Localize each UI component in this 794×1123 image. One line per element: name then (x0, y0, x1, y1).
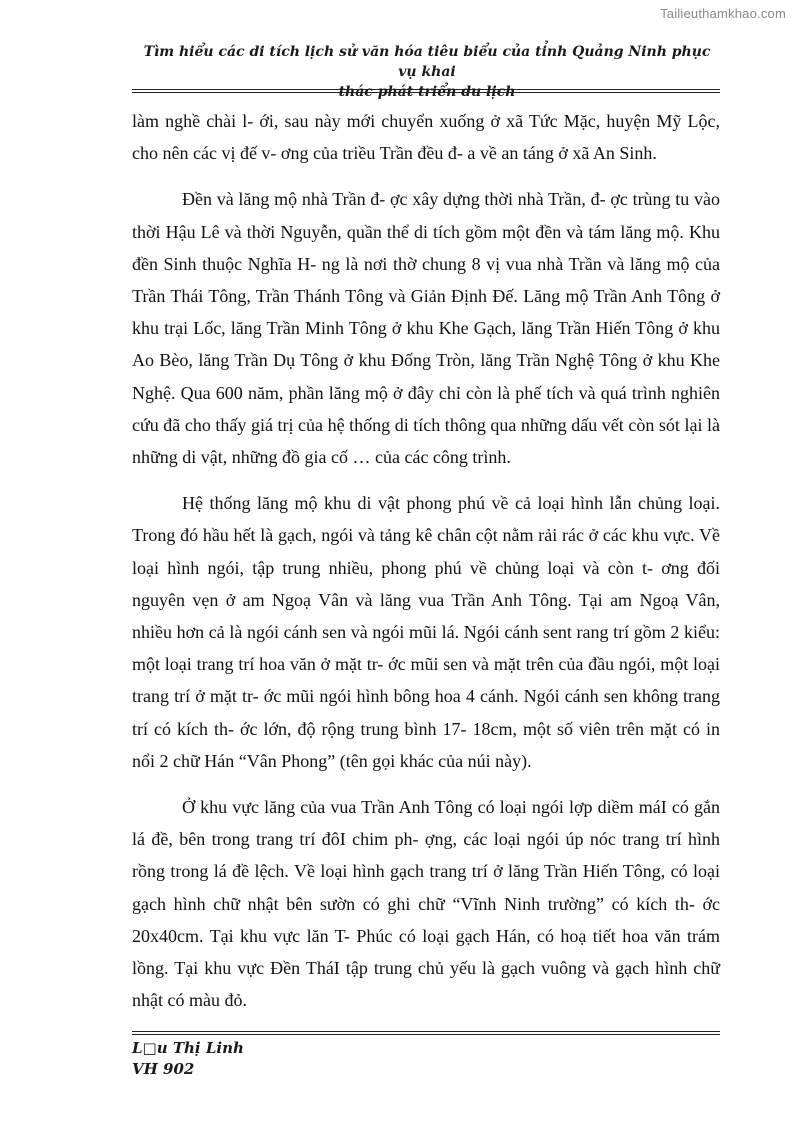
document-body (132, 105, 720, 1016)
footer-class: VH 902 (132, 1060, 195, 1078)
footer-author: L□u Thị Linh (132, 1039, 244, 1057)
watermark-text: Tailieuthamkhao.com (660, 6, 786, 21)
header-divider (132, 89, 720, 90)
header-line-2: thác phát triển du lịch (338, 84, 516, 100)
header-divider-thin (132, 92, 720, 93)
header-line-1: Tìm hiểu các di tích lịch sử văn hóa tiêu biểu của tỉnh Quảng Ninh phục vụ khai (143, 44, 711, 80)
page-header (132, 42, 722, 102)
paragraph-3: Hệ thống lăng mộ khu di vật phong phú về cả loại hình lẫn chủng loại. Trong đó hầu hết là gạch, ngói và tảng kê chân cột nằm rải rác ở các khu vực. Về loại hình ngói, tập trung nhiều, phong phú về chủng loại và còn t- ơng đối nguyên vẹn ở am Ngoạ Vân và lăng vua Trần Anh Tông. Tại am Ngoạ Vân, nhiều hơn cả là ngói cánh sen và ngói mũi lá. Ngói cánh sent rang trí gồm 2 kiểu: một loại trang trí hoa văn ở mặt tr- ớc mũi sen và mặt trên của đầu ngói, một loại trang trí ở mặt tr- ớc mũi ngói hình bông hoa 4 cánh. Ngói cánh sen không trang trí có kích th- ớc lớn, độ rộng trung bình 17- 18cm, một số viên trên mặt có in nổi 2 chữ Hán “Vân Phong” (tên gọi khác của núi này). (132, 493, 720, 771)
footer-divider-thin (132, 1034, 720, 1035)
paragraph-4: Ở khu vực lăng của vua Trần Anh Tông có loại ngói lợp diềm máI có gắn lá đề, bên trong trang trí đôI chim ph- ợng, các loại ngói úp nóc trang trí hình rồng trong lá đề lệch. Về loại hình gạch trang trí ở lăng Trần Hiến Tông, có loại gạch hình chữ nhật bên sườn có ghi chữ “Vĩnh Ninh trường” có kích th- ớc 20x40cm. Tại khu vực lăn T- Phúc có loại gạch Hán, có hoạ tiết hoa văn trám lồng. Tại khu vực Đền TháI tập trung chủ yếu là gạch vuông và gạch hình chữ nhật có màu đỏ. (132, 797, 720, 1011)
page-footer (132, 1038, 244, 1080)
paragraph-2: Đền và lăng mộ nhà Trần đ- ợc xây dựng thời nhà Trần, đ- ợc trùng tu vào thời Hậu Lê và thời Nguyễn, quần thể di tích gồm một đền và tám lăng mộ. Khu đền Sinh thuộc Nghĩa H- ng là nơi thờ chung 8 vị vua nhà Trần và lăng mộ của Trần Thái Tông, Trần Thánh Tông và Giản Định Đế. Lăng mộ Trần Anh Tông ở khu trại Lốc, lăng Trần Minh Tông ở khu Khe Gạch, lăng Trần Hiến Tông ở khu Ao Bèo, lăng Trần Dụ Tông ở khu Đống Tròn, lăng Trần Nghệ Tông ở khu Khe Nghệ. Qua 600 năm, phần lăng mộ ở đây chỉ còn là phế tích và quá trình nghiên cứu đã cho thấy giá trị của hệ thống di tích thông qua những dấu vết còn sót lại là những di vật, những đồ gia cố … của các công trình. (132, 189, 720, 468)
footer-divider (132, 1031, 720, 1032)
paragraph-1: làm nghề chài l- ới, sau này mới chuyển xuống ở xã Tức Mặc, huyện Mỹ Lộc, cho nên các vị đế v- ơng của triều Trần đều đ- a về an táng ở xã An Sinh. (132, 111, 720, 164)
